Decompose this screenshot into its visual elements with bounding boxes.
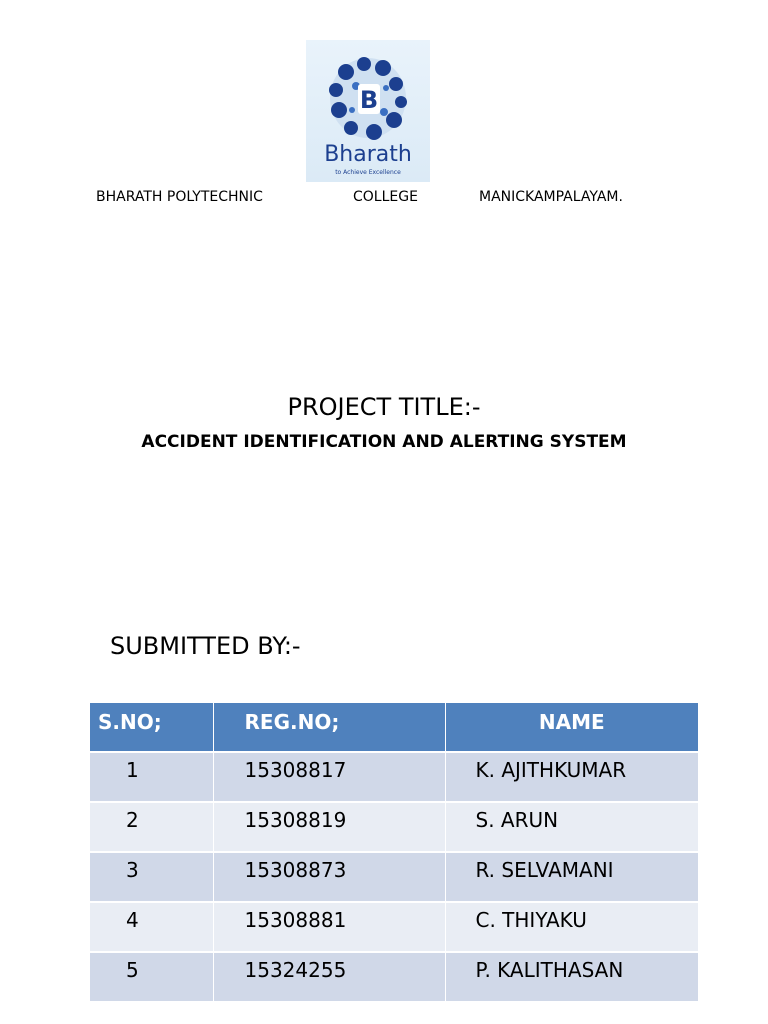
college-logo [306, 40, 430, 182]
project-title: ACCIDENT IDENTIFICATION AND ALERTING SYSTEM [141, 432, 627, 452]
college-place: MANICKAMPALAYAM. [479, 189, 623, 205]
header-sno-label: S.NO; [98, 710, 162, 734]
reg-cell: 15308881 [244, 908, 347, 932]
table-row [90, 852, 698, 902]
logo-monogram: B [359, 86, 379, 114]
logo-tagline: to Achieve Excellence [335, 169, 401, 176]
header-name [445, 703, 698, 752]
logo-wordmark: Bharath [324, 142, 412, 167]
table-row [90, 952, 698, 1001]
project-title-label: PROJECT TITLE:- [287, 393, 481, 421]
table-row [90, 802, 698, 852]
header-sno [90, 703, 213, 752]
name-cell: C. THIYAKU [475, 908, 587, 932]
header-reg-label: REG.NO; [244, 710, 340, 734]
name-cell: K. AJITHKUMAR [475, 758, 627, 782]
reg-cell: 15324255 [244, 958, 347, 982]
sno-cell: 1 [126, 758, 139, 782]
name-cell: S. ARUN [475, 808, 559, 832]
header-reg [213, 703, 445, 752]
college-word: COLLEGE [353, 189, 418, 205]
students-table [90, 703, 698, 1001]
sno-cell: 5 [126, 958, 139, 982]
reg-cell: 15308817 [244, 758, 347, 782]
globe-logo-icon [306, 40, 430, 182]
reg-cell: 15308873 [244, 858, 347, 882]
college-name: BHARATH POLYTECHNIC [96, 189, 263, 205]
table-header-row [90, 703, 698, 752]
table-row [90, 752, 698, 802]
sno-cell: 3 [126, 858, 139, 882]
table-row [90, 902, 698, 952]
submitted-by-label: SUBMITTED BY:- [110, 632, 301, 660]
header-name-label: NAME [538, 710, 605, 734]
name-cell: P. KALITHASAN [475, 958, 624, 982]
name-cell: R. SELVAMANI [475, 858, 614, 882]
sno-cell: 2 [126, 808, 139, 832]
reg-cell: 15308819 [244, 808, 347, 832]
sno-cell: 4 [126, 908, 139, 932]
